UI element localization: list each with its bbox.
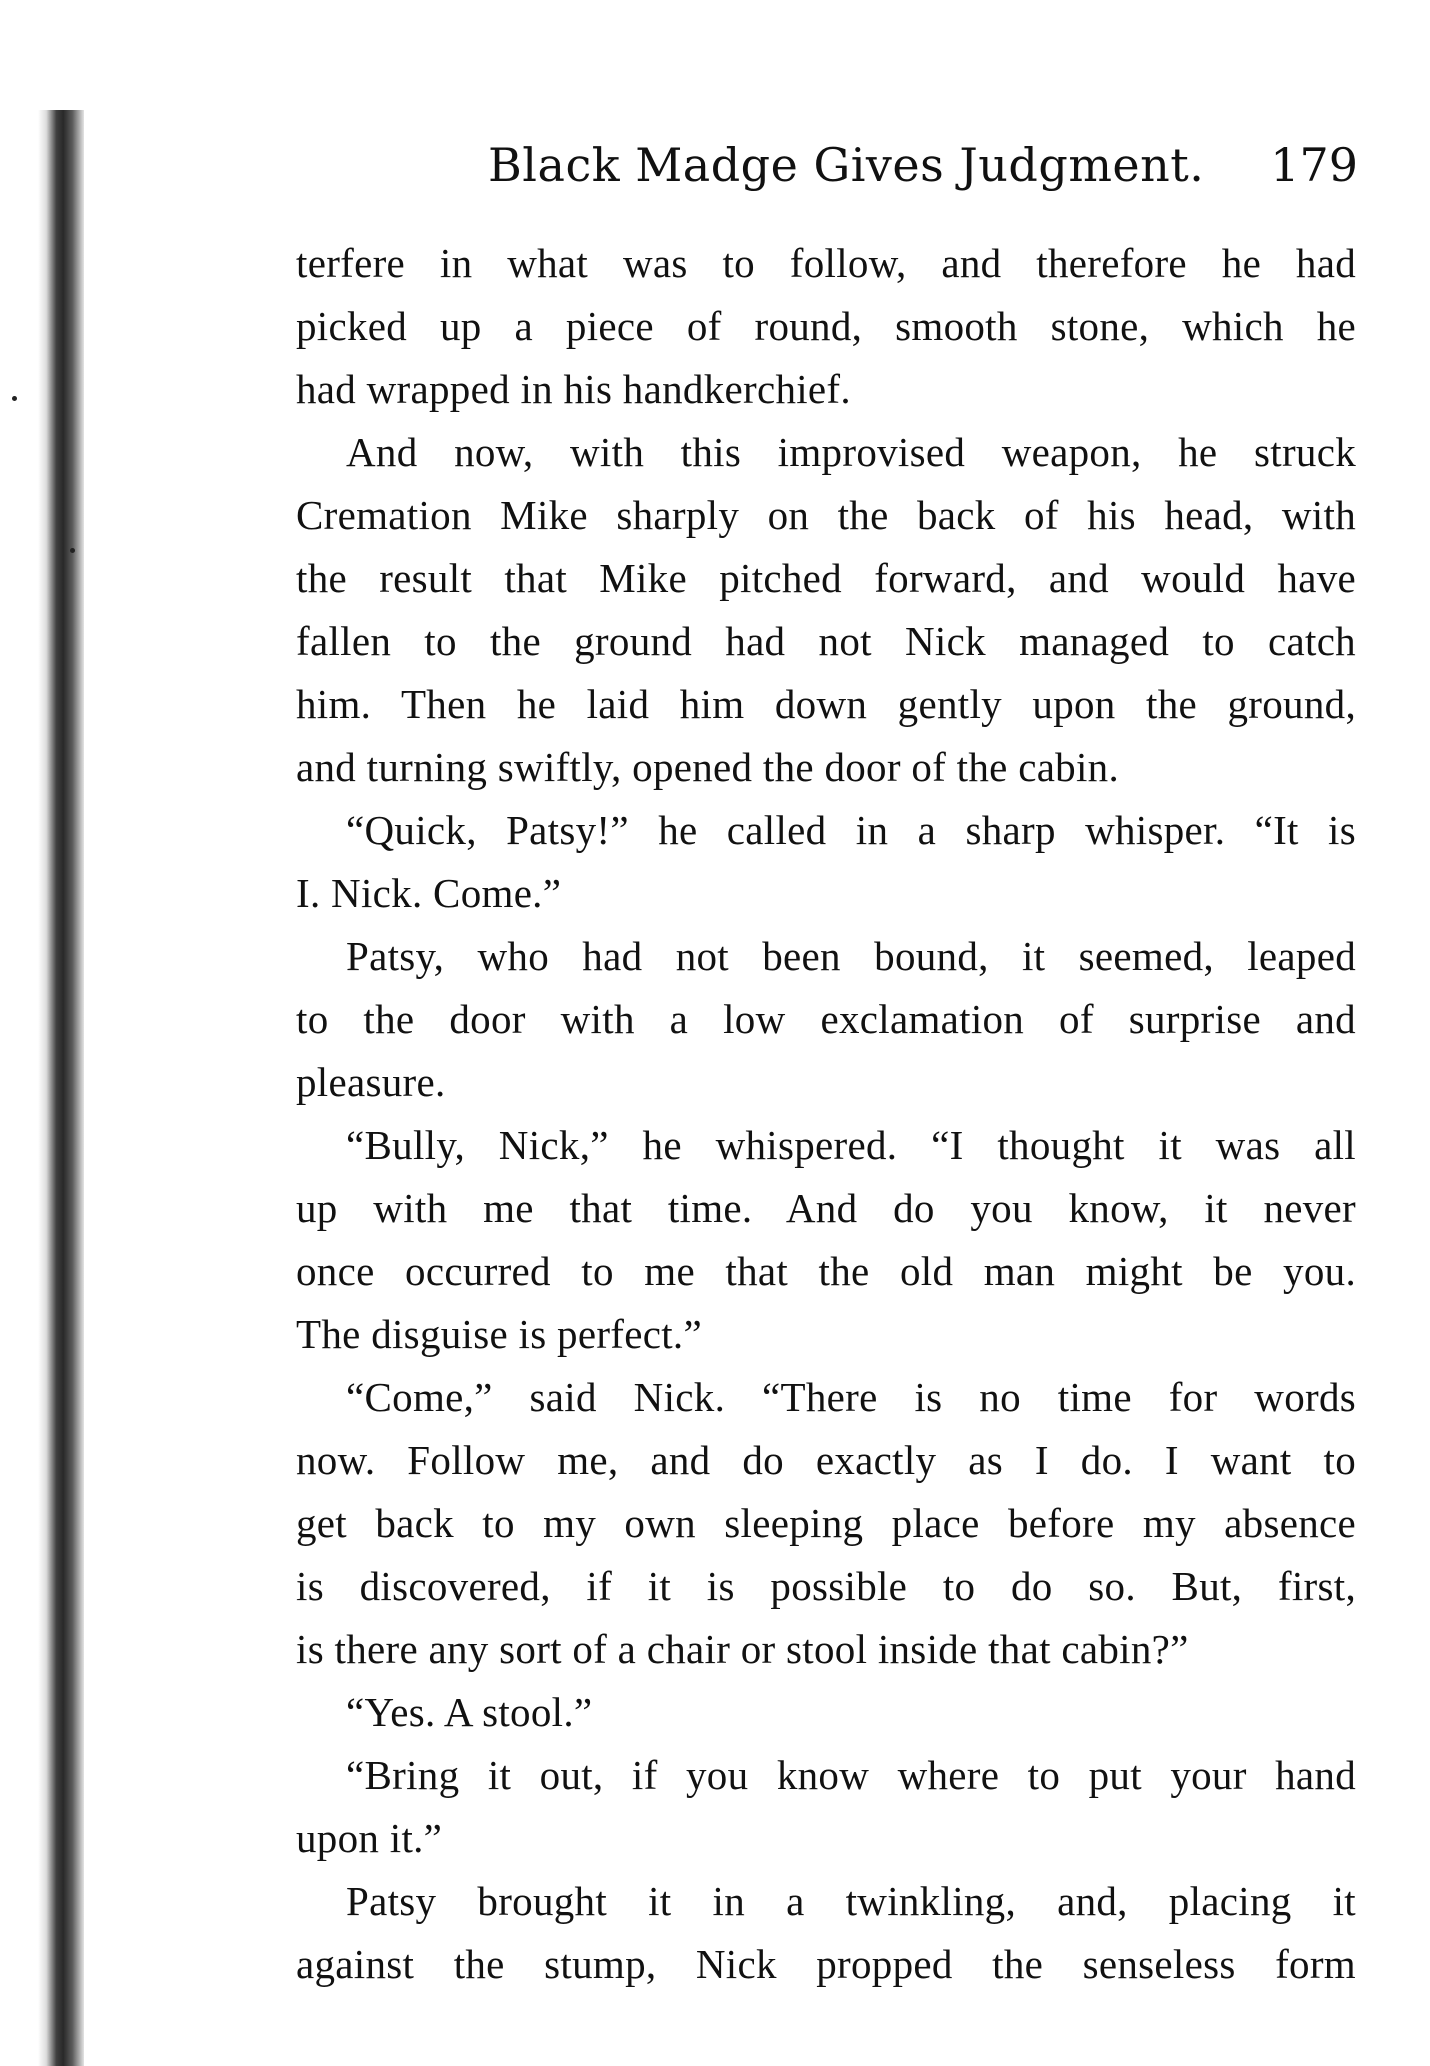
text-line: the result that Mike pitched forward, and would have [296,555,1356,601]
page-binding-shadow [38,110,84,2066]
text-line: and turning swiftly, opened the door of the cabin. [296,744,1120,790]
text-line: “Bully, Nick,” he whispered. “I thought it was all [346,1122,1356,1168]
text-line: pleasure. [296,1059,446,1105]
text-line: I. Nick. Come.” [296,870,562,916]
page-number: 179 [1270,138,1358,192]
text-line: now. Follow me, and do exactly as I do. I want to [296,1437,1356,1483]
text-line: upon it.” [296,1815,443,1861]
text-line: Cremation Mike sharply on the back of his head, with [296,492,1356,538]
text-line: against the stump, Nick propped the senseless form [296,1941,1356,1987]
running-title: Black Madge Gives Judgment. [488,138,1205,192]
text-line: get back to my own sleeping place before my absence [296,1500,1356,1546]
text-body [296,232,1356,1996]
text-line: him. Then he laid him down gently upon the ground, [296,681,1356,727]
ink-speck [70,548,75,553]
text-line: fallen to the ground had not Nick managed to catch [296,618,1356,664]
text-line: had wrapped in his handkerchief. [296,366,851,412]
text-line: is discovered, if it is possible to do so. But, first, [296,1563,1356,1609]
text-line: The disguise is perfect.” [296,1311,702,1357]
text-line: once occurred to me that the old man might be you. [296,1248,1356,1294]
text-line: is there any sort of a chair or stool inside that cabin?” [296,1626,1189,1672]
text-line: terfere in what was to follow, and therefore he had [296,240,1356,286]
text-line: Patsy brought it in a twinkling, and, placing it [346,1878,1356,1924]
text-line: picked up a piece of round, smooth stone, which he [296,303,1356,349]
running-header [488,128,1358,208]
text-line: “Quick, Patsy!” he called in a sharp whisper. “It is [346,807,1356,853]
text-line: Patsy, who had not been bound, it seemed, leaped [346,933,1356,979]
text-line: And now, with this improvised weapon, he struck [346,429,1356,475]
text-line: “Come,” said Nick. “There is no time for words [346,1374,1356,1420]
ink-speck [12,396,17,401]
text-line: to the door with a low exclamation of surprise and [296,996,1356,1042]
text-line: “Yes. A stool.” [346,1689,593,1735]
text-line: “Bring it out, if you know where to put your hand [346,1752,1356,1798]
text-line: up with me that time. And do you know, it never [296,1185,1356,1231]
